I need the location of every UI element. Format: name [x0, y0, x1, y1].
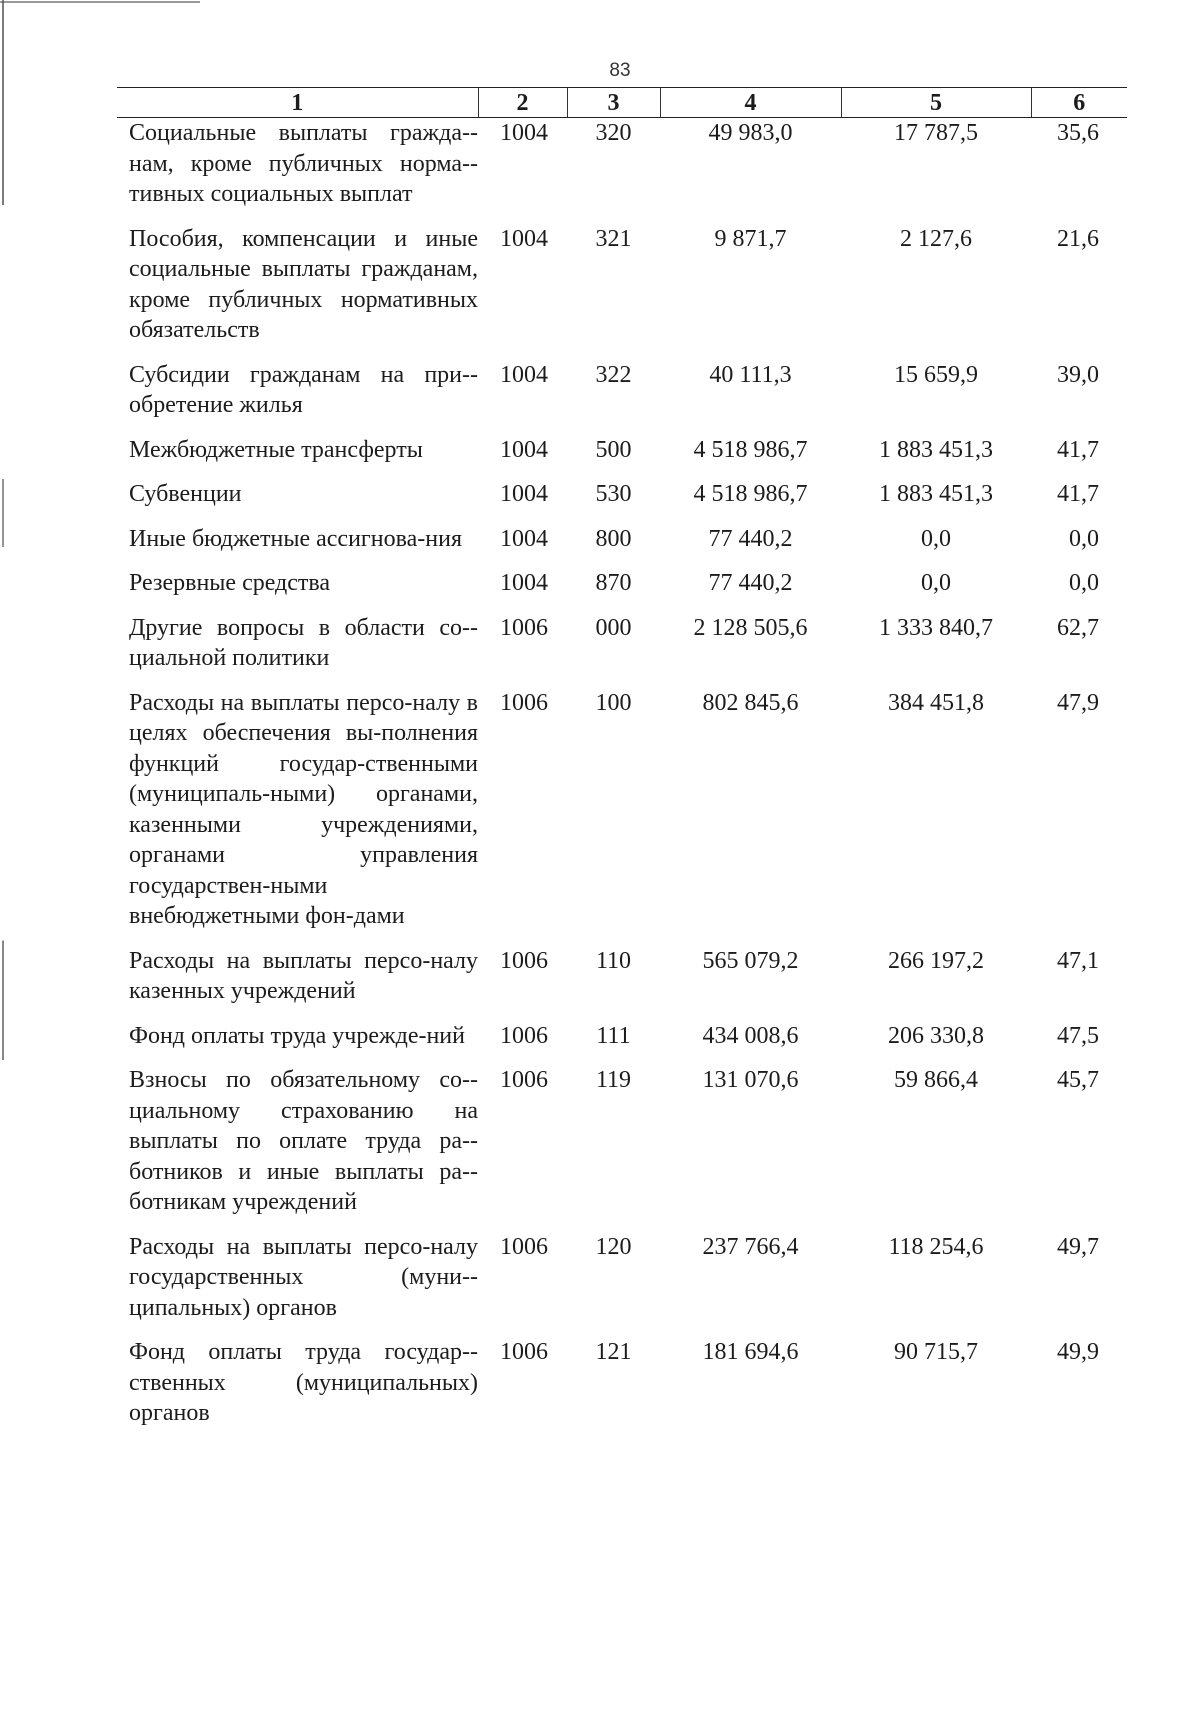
- row-actual-amount: 206 330,8: [888, 1022, 984, 1049]
- row-percent: 41,7: [1057, 481, 1099, 507]
- row-section-code: 1004: [500, 570, 548, 596]
- row-section-code: 1006: [500, 947, 548, 974]
- row-expense-type: 000: [595, 614, 632, 641]
- table-row: [117, 118, 1127, 224]
- row-percent: 35,6: [1057, 120, 1099, 146]
- table-row: [117, 479, 1127, 524]
- row-section-code: 1004: [500, 481, 548, 507]
- row-name: Субсидии гражданам на при-обретение жилья: [129, 361, 478, 418]
- row-percent: 47,5: [1057, 1022, 1099, 1049]
- row-planned-amount: 131 070,6: [702, 1067, 799, 1093]
- row-name: Фонд оплаты труда учрежде-ний: [129, 1022, 465, 1049]
- row-section-code: 1004: [500, 525, 548, 552]
- row-planned-amount: 40 111,3: [709, 361, 792, 388]
- row-actual-amount: 118 254,6: [888, 1233, 984, 1260]
- row-expense-type: 870: [595, 570, 632, 596]
- table-body: [117, 118, 1127, 1443]
- column-header-4: 4: [660, 88, 841, 118]
- row-planned-amount: 237 766,4: [702, 1233, 799, 1260]
- row-expense-type: 120: [595, 1233, 632, 1260]
- row-name: Взносы по обязательному со-циальному страхованию на выплаты по оплате труда ра-ботников и иные выплаты ра-ботникам учреждений: [129, 1067, 478, 1215]
- row-actual-amount: 2 127,6: [900, 225, 972, 252]
- row-planned-amount: 9 871,7: [714, 225, 787, 252]
- row-percent: 49,9: [1057, 1339, 1099, 1365]
- row-planned-amount: 2 128 505,6: [693, 614, 808, 641]
- row-actual-amount: 59 866,4: [894, 1067, 978, 1093]
- column-header-2: 2: [478, 88, 567, 118]
- row-section-code: 1006: [500, 689, 548, 716]
- row-section-code: 1006: [500, 1233, 548, 1260]
- row-section-code: 1004: [500, 361, 548, 388]
- row-percent: 41,7: [1057, 436, 1099, 463]
- row-planned-amount: 49 983,0: [708, 120, 793, 146]
- row-percent: 0,0: [1069, 570, 1099, 596]
- row-expense-type: 500: [595, 436, 632, 463]
- page-number: 83: [609, 60, 631, 81]
- scan-edge-left: [2, 0, 4, 1710]
- budget-table: [117, 87, 1127, 1443]
- row-actual-amount: 90 715,7: [894, 1339, 978, 1365]
- row-percent: 62,7: [1057, 614, 1099, 641]
- table-row: [117, 435, 1127, 480]
- row-percent: 45,7: [1057, 1067, 1099, 1093]
- row-percent: 0,0: [1069, 525, 1099, 552]
- table-row: [117, 360, 1127, 435]
- column-header-3: 3: [567, 88, 660, 118]
- row-section-code: 1006: [500, 1022, 548, 1049]
- table-row: [117, 1337, 1127, 1443]
- row-name: Расходы на выплаты персо-налу государственных (муни-ципальных) органов: [129, 1233, 478, 1321]
- row-percent: 39,0: [1057, 361, 1099, 388]
- row-actual-amount: 266 197,2: [888, 947, 984, 974]
- row-percent: 47,1: [1057, 947, 1099, 974]
- row-planned-amount: 4 518 986,7: [693, 481, 808, 507]
- row-percent: 47,9: [1057, 689, 1099, 716]
- row-expense-type: 322: [595, 361, 632, 388]
- row-expense-type: 800: [595, 525, 632, 552]
- row-name: Фонд оплаты труда государ-ственных (муниципальных) органов: [129, 1339, 478, 1426]
- row-section-code: 1006: [500, 1067, 548, 1093]
- table-row: [117, 1232, 1127, 1338]
- row-actual-amount: 384 451,8: [888, 689, 984, 716]
- row-planned-amount: 565 079,2: [702, 947, 799, 974]
- column-header-1: 1: [117, 88, 478, 118]
- table-row: [117, 524, 1127, 569]
- row-expense-type: 110: [595, 947, 632, 974]
- row-section-code: 1004: [500, 225, 548, 252]
- table-row: [117, 1065, 1127, 1232]
- row-actual-amount: 1 883 451,3: [879, 436, 993, 463]
- row-name: Субвенции: [129, 481, 242, 507]
- row-actual-amount: 15 659,9: [894, 361, 978, 388]
- row-planned-amount: 802 845,6: [702, 689, 799, 716]
- row-planned-amount: 181 694,6: [702, 1339, 799, 1365]
- row-name: Иные бюджетные ассигнова-ния: [129, 525, 462, 552]
- scan-edge-top: [0, 1, 200, 3]
- row-percent: 49,7: [1057, 1233, 1099, 1260]
- header-row: [117, 88, 1127, 118]
- row-name: Расходы на выплаты персо-налу в целях обеспечения вы-полнения функций государ-ственными (муниципаль-ными) органами, казенными учреждениями, органами управления государствен-ными внебюджетными фон-дами: [129, 689, 478, 929]
- row-section-code: 1004: [500, 436, 548, 463]
- table-row: [117, 946, 1127, 1021]
- row-planned-amount: 77 440,2: [708, 525, 793, 552]
- row-section-code: 1006: [500, 614, 548, 641]
- table-row: [117, 688, 1127, 946]
- row-actual-amount: 17 787,5: [894, 120, 978, 146]
- row-section-code: 1004: [500, 120, 548, 146]
- row-planned-amount: 77 440,2: [708, 570, 793, 596]
- row-expense-type: 530: [595, 481, 632, 507]
- column-header-5: 5: [841, 88, 1031, 118]
- row-actual-amount: 0,0: [921, 570, 951, 596]
- row-expense-type: 121: [595, 1339, 632, 1365]
- row-name: Резервные средства: [129, 570, 331, 596]
- row-expense-type: 100: [595, 689, 632, 716]
- row-expense-type: 111: [596, 1022, 631, 1049]
- row-expense-type: 320: [595, 120, 632, 146]
- column-header-6: 6: [1031, 88, 1127, 118]
- table-row: [117, 224, 1127, 360]
- row-section-code: 1006: [500, 1339, 548, 1365]
- row-percent: 21,6: [1057, 225, 1099, 252]
- row-expense-type: 321: [595, 225, 632, 252]
- row-actual-amount: 0,0: [921, 525, 951, 552]
- row-planned-amount: 4 518 986,7: [693, 436, 808, 463]
- table-row: [117, 613, 1127, 688]
- row-name: Пособия, компенсации и иные социальные выплаты гражданам, кроме публичных нормативных обязательств: [129, 225, 478, 343]
- table-row: [117, 568, 1127, 613]
- row-name: Социальные выплаты гражда-нам, кроме публичных норма-тивных социальных выплат: [129, 120, 478, 207]
- row-name: Другие вопросы в области со-циальной политики: [129, 614, 478, 671]
- row-expense-type: 119: [595, 1067, 632, 1093]
- row-name: Межбюджетные трансферты: [129, 436, 423, 463]
- row-planned-amount: 434 008,6: [702, 1022, 799, 1049]
- table-row: [117, 1021, 1127, 1066]
- row-actual-amount: 1 333 840,7: [879, 614, 993, 641]
- row-name: Расходы на выплаты персо-налу казенных учреждений: [129, 947, 478, 1004]
- row-actual-amount: 1 883 451,3: [879, 481, 993, 507]
